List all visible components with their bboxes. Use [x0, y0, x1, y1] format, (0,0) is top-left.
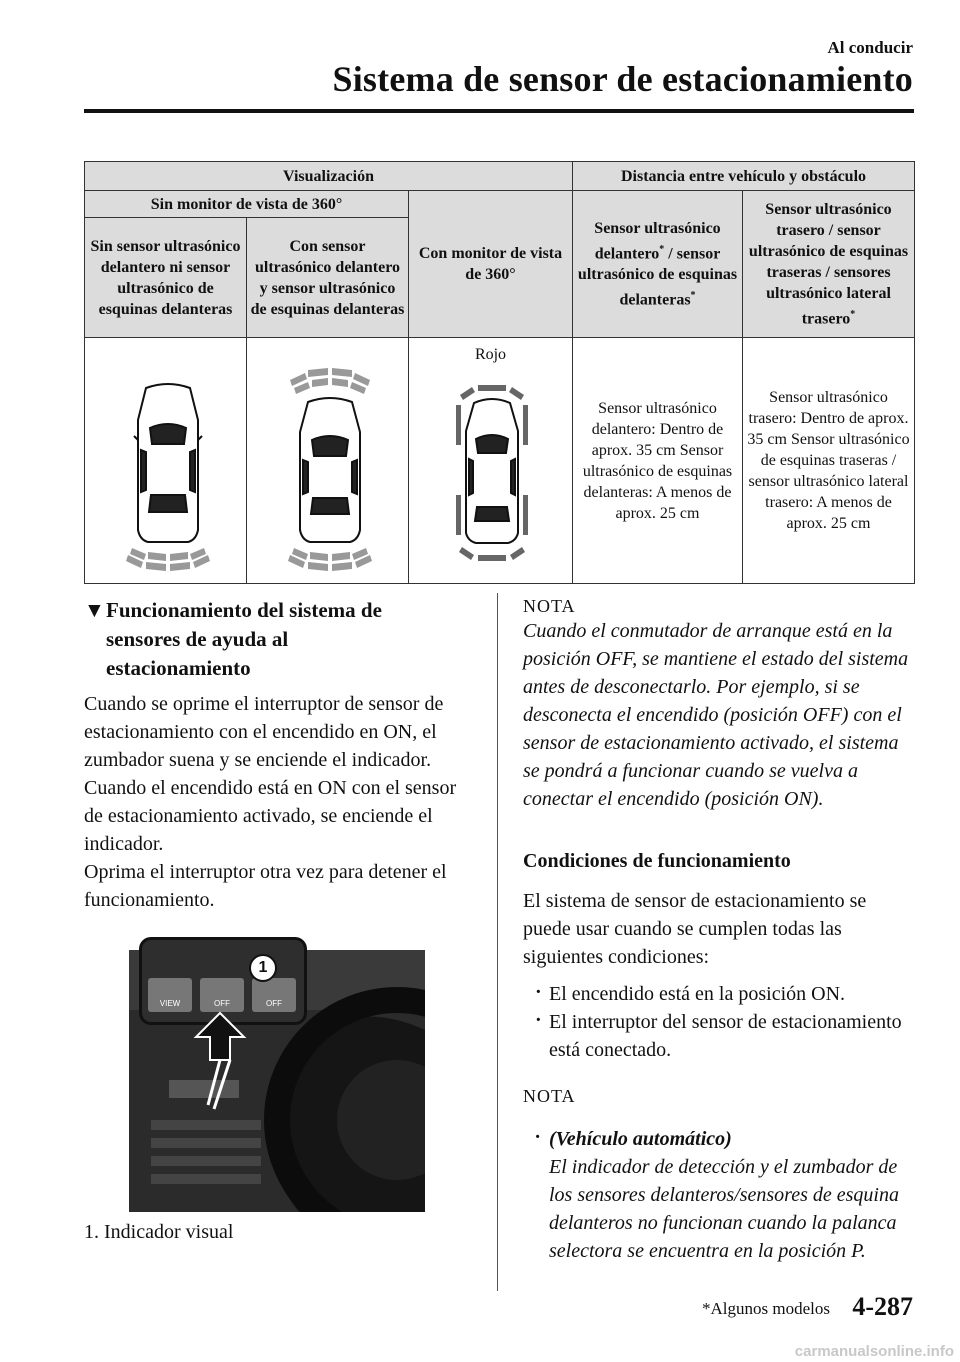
paragraph-1: Cuando se oprime el interruptor de sensor de estacionamiento con el encendido en ON, el zumbador suena y se enciende el indicador. — [84, 693, 444, 771]
operation-text — [84, 690, 472, 914]
rojo-label: Rojo — [474, 346, 507, 363]
view-switch — [148, 978, 192, 1012]
nota-2 — [523, 1086, 915, 1265]
car-diagram-front-rear — [247, 338, 409, 584]
nota-2-heading: NOTA — [523, 1086, 576, 1106]
page-title: Sistema de sensor de estacionamiento — [332, 59, 913, 99]
triangle-marker-icon: ▼ — [84, 598, 105, 622]
section-label: Al conducir — [827, 38, 913, 57]
pointer-arrow-icon — [190, 1005, 250, 1110]
off-switch-label: OFF — [266, 999, 282, 1008]
car-diagram-360 — [409, 338, 573, 584]
nota-2-text: El indicador de detección y el zumbador de los sensores delanteros/sensores de esquina delanteros no funcionan cuando la palanca selectora se encuentra en la posición P. — [549, 1156, 899, 1262]
header-sensor-trasero-text: Sensor ultrasónico trasero / sensor ultrasónico de esquinas traseras / sensores ultrasónico lateral trasero — [748, 200, 909, 328]
car-360-view-icon — [412, 365, 572, 565]
asterisk-mark: * — [690, 290, 696, 301]
header-visualizacion: Visualización — [85, 162, 573, 191]
nota-2-list — [523, 1125, 915, 1153]
header-con-monitor: Con monitor de vista de 360° — [409, 191, 573, 338]
column-divider — [497, 593, 498, 1291]
conditions-list — [523, 980, 915, 1064]
header-distancia: Distancia entre vehículo y obstáculo — [573, 162, 915, 191]
car-rear-sensors-icon — [88, 340, 248, 575]
rear-distance-text: Sensor ultrasónico trasero: Dentro de aprox. 35 cm Sensor ultrasónico de esquinas traseras / sensor ultrasónico lateral trasero: A menos de aprox. 25 cm — [743, 338, 915, 584]
header-sensor-delantero-tail: / sensor ultrasónico de esquinas delanteras — [577, 245, 738, 309]
title-rule — [84, 109, 914, 113]
page-number: 4-287 — [852, 1292, 913, 1321]
paragraph-3: Oprima el interruptor otra vez para detener el funcionamiento. — [84, 861, 447, 911]
asterisk-mark: * — [659, 243, 665, 255]
footer-note: *Algunos modelos — [702, 1299, 830, 1318]
header-sub-con-sensor: Con sensor ultrasónico delantero y sensor ultrasónico de esquinas delanteras — [247, 218, 409, 338]
header-sensor-delantero-text: Sensor ultrasónico delantero — [594, 219, 721, 262]
header-sensor-trasero — [743, 191, 915, 338]
nota-1-heading: NOTA — [523, 596, 576, 616]
header-sin-monitor: Sin monitor de vista de 360° — [85, 191, 409, 218]
header-sub-sin-sensor: Sin sensor ultrasónico delantero ni sensor ultrasónico de esquinas delanteras — [85, 218, 247, 338]
nota-1-text: Cuando el conmutador de arranque está en la posición OFF, se mantiene el estado del sistema antes de desconectarlo. Por ejemplo, si se desconecta el encendido (posición OFF) con el sensor de estacionamiento activado, el sistema se pondrá a funcionar cuando se vuelva a conectar el encendido (posición ON). — [523, 620, 909, 810]
car-diagram-rear-only — [85, 338, 247, 584]
nota-1 — [523, 596, 915, 813]
front-distance-text: Sensor ultrasónico delantero: Dentro de aprox. 35 cm Sensor ultrasónico de esquinas delanteras: A menos de aprox. 25 cm — [573, 338, 743, 584]
distance-table — [84, 161, 915, 584]
car-front-rear-sensors-icon — [250, 340, 410, 575]
list-item: · El interruptor del sensor de estacionamiento está conectado. — [523, 1008, 915, 1064]
conditions-text: El sistema de sensor de estacionamiento se puede usar cuando se cumplen todas las siguientes condiciones: — [523, 890, 867, 968]
figure-caption: 1. Indicador visual — [84, 1221, 234, 1243]
paragraph-2: Cuando el encendido está en ON con el sensor de estacionamiento activado, se enciende el indicador. — [84, 777, 457, 855]
parking-switch-label: OFF — [214, 999, 230, 1008]
list-item: · (Vehículo automático) — [523, 1125, 915, 1153]
section-heading-text: Funcionamiento del sistema de sensores de ayuda al estacionamiento — [106, 598, 382, 680]
off-switch — [252, 978, 296, 1012]
conditions-heading: Condiciones de funcionamiento — [523, 850, 791, 872]
watermark: carmanualsonline.info — [794, 1343, 954, 1360]
view-switch-label: VIEW — [159, 999, 181, 1008]
callout-number-1: 1 — [249, 954, 277, 982]
list-item: · El encendido está en la posición ON. — [523, 980, 915, 1008]
header-sensor-delantero — [573, 191, 743, 338]
asterisk-mark: * — [850, 308, 856, 320]
section-heading — [84, 596, 472, 683]
